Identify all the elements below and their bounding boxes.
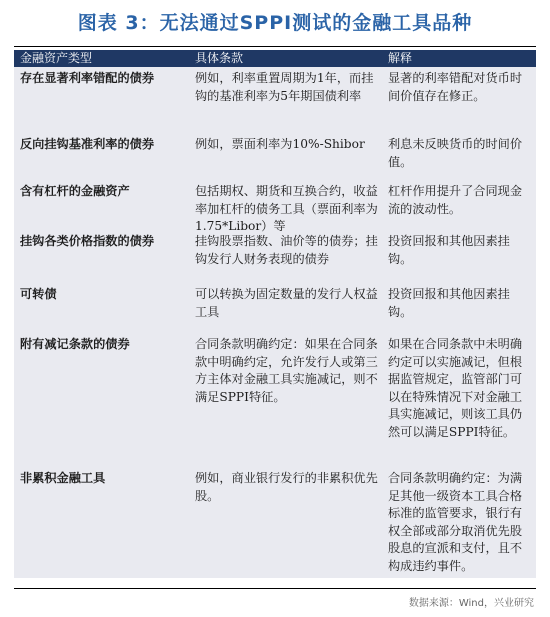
- explanation-cell: 显著的利率错配对货币时间价值存在修正。: [388, 71, 523, 103]
- explanation-cell: 投资回报和其他因素挂钩。: [388, 287, 510, 319]
- terms-cell: 合同条款明确约定：如果在合同条款中明确约定，允许发行人或第三方主体对金融工具实施减记，则不满足SPPI特征。: [195, 337, 378, 404]
- terms-cell: 挂钩股票指数、油价等的债券；挂钩发行人财务表现的债券: [195, 234, 378, 266]
- explanation-cell: 利息未反映货币的时间价值。: [388, 137, 523, 169]
- terms-cell: 可以转换为固定数量的发行人权益工具: [195, 287, 378, 319]
- header-terms: 具体条款: [195, 51, 244, 65]
- explanation-cell: 杠杆作用提升了合同现金流的波动性。: [388, 184, 523, 216]
- asset-type-cell: 可转债: [20, 287, 57, 301]
- header-explanation: 解释: [388, 51, 413, 65]
- asset-type-cell: 存在显著利率错配的债券: [20, 71, 155, 85]
- terms-cell: 例如，票面利率为10%-Shibor: [195, 137, 365, 151]
- explanation-cell: 投资回报和其他因素挂钩。: [388, 234, 510, 266]
- terms-cell: 包括期权、期货和互换合约，收益率加杠杆的债务工具（票面利率为1.75*Libor）等: [195, 184, 378, 234]
- explanation-cell: 合同条款明确约定：为满足其他一级资本工具合格标准的监管要求，银行有权全部或部分取消优先股股息的宣派和支付，且不构成违约事件。: [388, 471, 523, 573]
- header-asset-type: 金融资产类型: [20, 51, 93, 65]
- table-header: [14, 50, 536, 67]
- source-note: 数据来源：Wind，兴业研究: [408, 598, 534, 609]
- sppi-table: [14, 50, 536, 578]
- figure-title: 图表 3：无法通过SPPI测试的金融工具品种: [77, 12, 473, 34]
- asset-type-cell: 非累积金融工具: [20, 471, 106, 485]
- top-rule: [14, 46, 536, 47]
- asset-type-cell: 附有减记条款的债券: [20, 337, 130, 351]
- terms-cell: 例如，商业银行发行的非累积优先股。: [195, 471, 378, 503]
- bottom-rule: [14, 588, 536, 589]
- terms-cell: 例如，利率重置周期为1年，而挂钩的基准利率为5年期国债利率: [195, 71, 374, 103]
- asset-type-cell: 挂钩各类价格指数的债券: [20, 234, 155, 248]
- asset-type-cell: 反向挂钩基准利率的债券: [20, 137, 155, 151]
- explanation-cell: 如果在合同条款中未明确约定可以实施减记，但根据监管规定，监管部门可以在特殊情况下对金融工具实施减记，则该工具仍然可以满足SPPI特征。: [388, 337, 523, 439]
- asset-type-cell: 含有杠杆的金融资产: [20, 184, 130, 198]
